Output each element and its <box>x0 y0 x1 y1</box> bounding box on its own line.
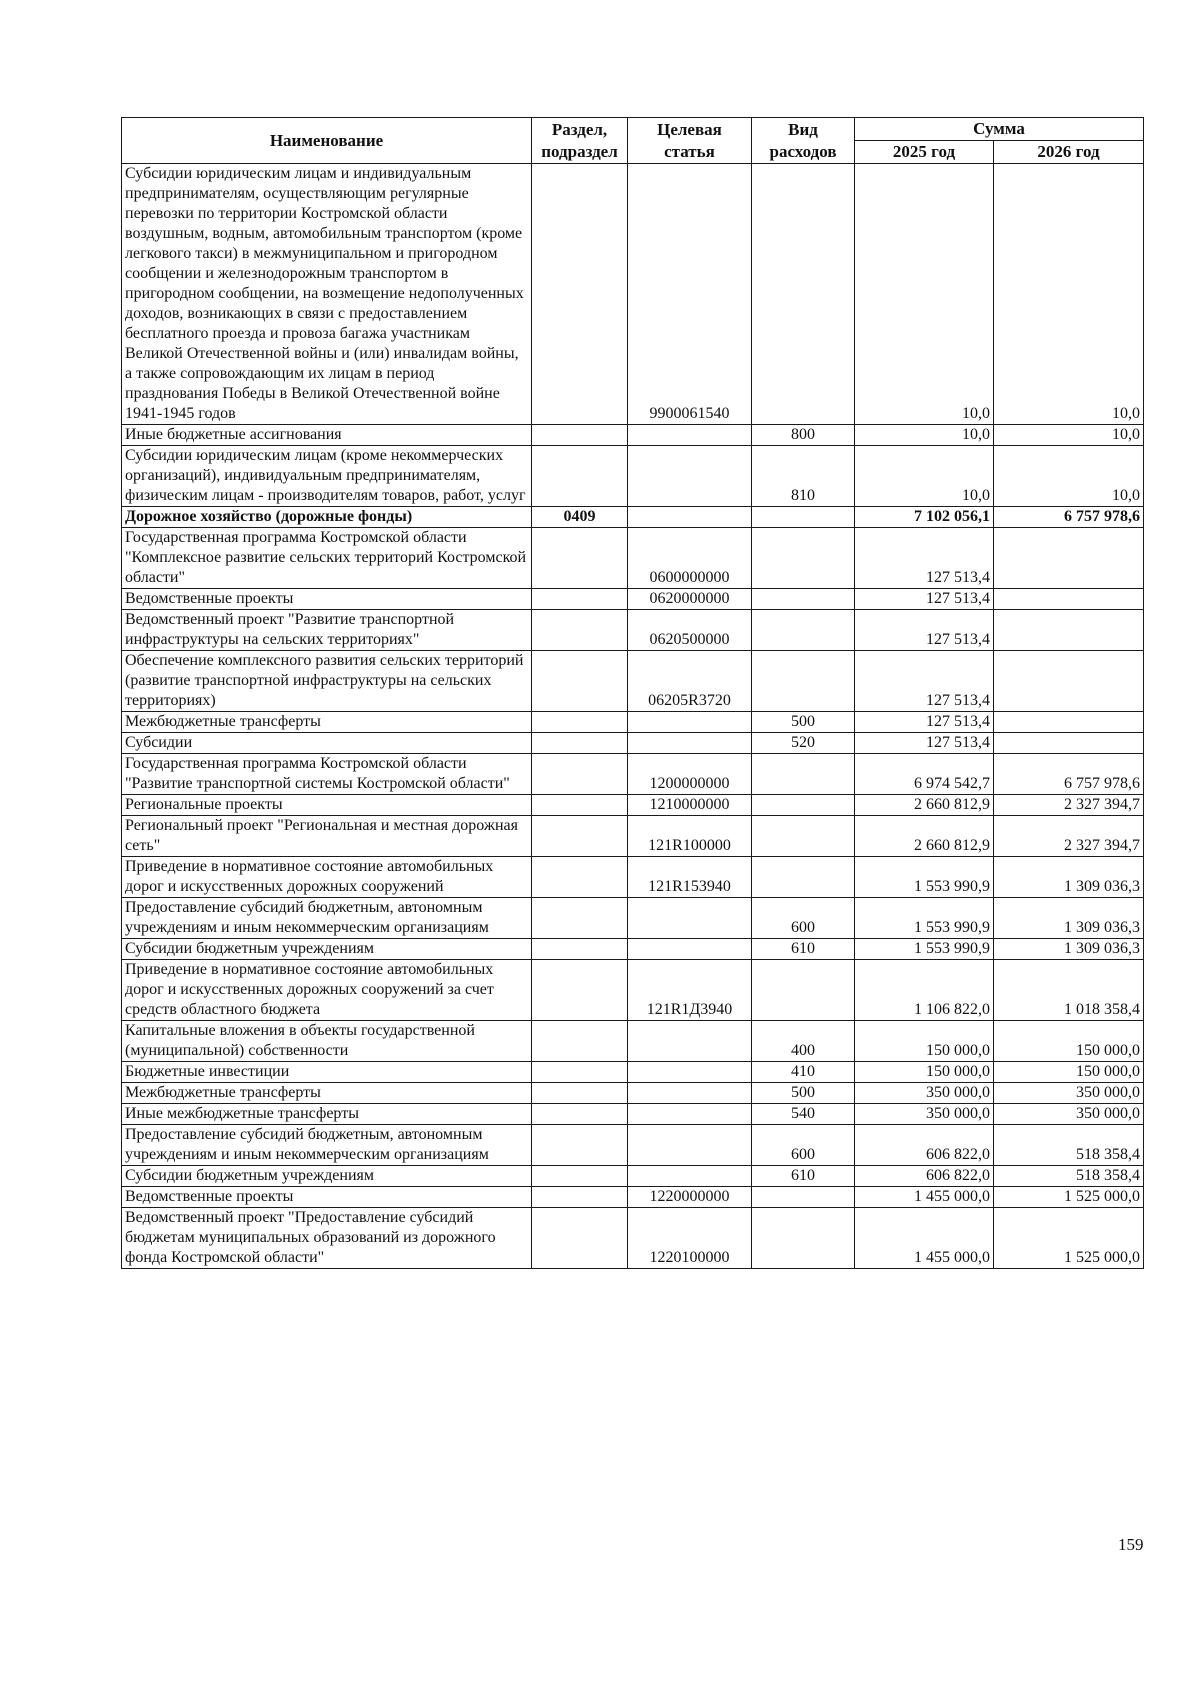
row-section <box>532 816 628 857</box>
row-sum-2025: 10,0 <box>855 425 994 446</box>
row-name: Субсидии бюджетным учреждениям <box>122 1166 532 1187</box>
row-sum-2026 <box>994 651 1144 712</box>
table-row <box>122 425 1144 446</box>
row-type <box>752 528 855 589</box>
row-sum-2025: 606 822,0 <box>855 1166 994 1187</box>
row-name: Капитальные вложения в объекты государственной (муниципальной) собственности <box>122 1021 532 1062</box>
row-section <box>532 1166 628 1187</box>
row-name: Ведомственные проекты <box>122 589 532 610</box>
row-name: Обеспечение комплексного развития сельских территорий (развитие транспортной инфраструктуры на сельских территориях) <box>122 651 532 712</box>
row-sum-2026: 350 000,0 <box>994 1083 1144 1104</box>
table-row <box>122 164 1144 425</box>
row-section <box>532 712 628 733</box>
table-row <box>122 1187 1144 1208</box>
row-name: Ведомственный проект "Развитие транспортной инфраструктуры на сельских территориях" <box>122 610 532 651</box>
row-section <box>532 446 628 507</box>
row-sum-2025: 1 553 990,9 <box>855 857 994 898</box>
row-type <box>752 1208 855 1269</box>
row-name: Приведение в нормативное состояние автомобильных дорог и искусственных дорожных сооружений за счет средств областного бюджета <box>122 960 532 1021</box>
row-target: 121R1Д3940 <box>628 960 752 1021</box>
row-sum-2026: 10,0 <box>994 164 1144 425</box>
row-sum-2026: 518 358,4 <box>994 1166 1144 1187</box>
row-section <box>532 425 628 446</box>
table-row <box>122 795 1144 816</box>
table-row <box>122 1208 1144 1269</box>
row-name: Дорожное хозяйство (дорожные фонды) <box>122 507 532 528</box>
row-name: Субсидии юридическим лицам и индивидуальным предпринимателям, осуществляющим регулярные перевозки по территории Костромской области воздушным, водным, автомобильным транспортом (кроме легкового такси) в межмуниципальном и пригородном сообщении и железнодорожным транспортом в пригородном сообщении, на возмещение недополученных доходов, возникающих в связи с предоставлением бесплатного проезда и провоза багажа участникам Великой Отечественной войны и (или) инвалидам войны, а также сопровождающим их лицам в период празднования Победы в Великой Отечественной войне 1941-1945 годов <box>122 164 532 425</box>
row-type: 520 <box>752 733 855 754</box>
header-type: Вид расходов <box>752 118 855 164</box>
row-name: Региональный проект "Региональная и местная дорожная сеть" <box>122 816 532 857</box>
row-target <box>628 1062 752 1083</box>
row-name: Предоставление субсидий бюджетным, автономным учреждениям и иным некоммерческим организациям <box>122 1125 532 1166</box>
header-name: Наименование <box>122 118 532 164</box>
row-section <box>532 1187 628 1208</box>
row-target <box>628 898 752 939</box>
row-section <box>532 528 628 589</box>
row-type: 400 <box>752 1021 855 1062</box>
row-type: 610 <box>752 939 855 960</box>
table-row <box>122 754 1144 795</box>
row-target <box>628 1166 752 1187</box>
row-sum-2026: 1 309 036,3 <box>994 857 1144 898</box>
header-sum: Сумма <box>855 118 1144 141</box>
row-section <box>532 960 628 1021</box>
row-sum-2025: 127 513,4 <box>855 651 994 712</box>
row-sum-2026: 6 757 978,6 <box>994 754 1144 795</box>
row-section: 0409 <box>532 507 628 528</box>
row-sum-2026 <box>994 589 1144 610</box>
row-sum-2025: 150 000,0 <box>855 1021 994 1062</box>
row-target <box>628 1125 752 1166</box>
row-sum-2025: 150 000,0 <box>855 1062 994 1083</box>
table-body <box>122 164 1144 1269</box>
row-sum-2026: 1 525 000,0 <box>994 1187 1144 1208</box>
row-section <box>532 1208 628 1269</box>
row-name: Региональные проекты <box>122 795 532 816</box>
table-row <box>122 1021 1144 1062</box>
row-type <box>752 610 855 651</box>
row-section <box>532 1021 628 1062</box>
table-row <box>122 507 1144 528</box>
row-sum-2025: 1 553 990,9 <box>855 898 994 939</box>
row-target <box>628 712 752 733</box>
row-sum-2026: 2 327 394,7 <box>994 816 1144 857</box>
row-section <box>532 1083 628 1104</box>
table-row <box>122 528 1144 589</box>
row-sum-2026: 150 000,0 <box>994 1062 1144 1083</box>
row-sum-2026: 1 309 036,3 <box>994 939 1144 960</box>
row-type: 600 <box>752 898 855 939</box>
row-sum-2025: 2 660 812,9 <box>855 816 994 857</box>
row-target: 121R100000 <box>628 816 752 857</box>
header-target: Целевая статья <box>628 118 752 164</box>
row-target <box>628 1083 752 1104</box>
budget-table-container <box>121 117 1143 1269</box>
row-sum-2025: 10,0 <box>855 164 994 425</box>
row-target: 1200000000 <box>628 754 752 795</box>
row-sum-2026: 6 757 978,6 <box>994 507 1144 528</box>
row-name: Ведомственный проект "Предоставление субсидий бюджетам муниципальных образований из дорожного фонда Костромской области" <box>122 1208 532 1269</box>
table-row <box>122 960 1144 1021</box>
row-name: Межбюджетные трансферты <box>122 712 532 733</box>
row-target: 0620000000 <box>628 589 752 610</box>
row-section <box>532 754 628 795</box>
row-target <box>628 507 752 528</box>
row-name: Субсидии бюджетным учреждениям <box>122 939 532 960</box>
row-sum-2026 <box>994 610 1144 651</box>
table-row <box>122 446 1144 507</box>
row-sum-2026 <box>994 712 1144 733</box>
row-target <box>628 1021 752 1062</box>
row-name: Иные межбюджетные трансферты <box>122 1104 532 1125</box>
row-sum-2026: 1 309 036,3 <box>994 898 1144 939</box>
row-sum-2025: 127 513,4 <box>855 610 994 651</box>
row-type <box>752 1187 855 1208</box>
row-sum-2025: 1 455 000,0 <box>855 1208 994 1269</box>
row-section <box>532 589 628 610</box>
row-name: Государственная программа Костромской области "Комплексное развитие сельских территорий Костромской области" <box>122 528 532 589</box>
row-sum-2025: 350 000,0 <box>855 1104 994 1125</box>
row-type <box>752 960 855 1021</box>
row-name: Субсидии юридическим лицам (кроме некоммерческих организаций), индивидуальным предпринимателям, физическим лицам - производителям товаров, работ, услуг <box>122 446 532 507</box>
row-sum-2026: 1 018 358,4 <box>994 960 1144 1021</box>
row-sum-2026: 518 358,4 <box>994 1125 1144 1166</box>
row-name: Ведомственные проекты <box>122 1187 532 1208</box>
row-section <box>532 733 628 754</box>
table-row <box>122 589 1144 610</box>
row-sum-2025: 606 822,0 <box>855 1125 994 1166</box>
row-target <box>628 1104 752 1125</box>
page-number: 159 <box>1118 1535 1144 1554</box>
table-row <box>122 816 1144 857</box>
row-sum-2025: 127 513,4 <box>855 589 994 610</box>
row-type <box>752 816 855 857</box>
table-row <box>122 1104 1144 1125</box>
row-sum-2025: 6 974 542,7 <box>855 754 994 795</box>
row-section <box>532 1062 628 1083</box>
row-name: Субсидии <box>122 733 532 754</box>
row-type <box>752 651 855 712</box>
table-row <box>122 1166 1144 1187</box>
row-target: 0620500000 <box>628 610 752 651</box>
row-type: 410 <box>752 1062 855 1083</box>
header-year-2026: 2026 год <box>994 141 1144 164</box>
row-sum-2026: 1 525 000,0 <box>994 1208 1144 1269</box>
row-target <box>628 446 752 507</box>
row-sum-2025: 127 513,4 <box>855 733 994 754</box>
row-sum-2026: 2 327 394,7 <box>994 795 1144 816</box>
row-type <box>752 857 855 898</box>
row-type: 800 <box>752 425 855 446</box>
row-name: Предоставление субсидий бюджетным, автономным учреждениям и иным некоммерческим организациям <box>122 898 532 939</box>
row-name: Межбюджетные трансферты <box>122 1083 532 1104</box>
row-section <box>532 939 628 960</box>
row-section <box>532 610 628 651</box>
row-target: 121R153940 <box>628 857 752 898</box>
row-section <box>532 164 628 425</box>
row-sum-2026: 350 000,0 <box>994 1104 1144 1125</box>
table-row <box>122 651 1144 712</box>
row-type: 540 <box>752 1104 855 1125</box>
table-row <box>122 733 1144 754</box>
row-type: 500 <box>752 712 855 733</box>
row-name: Государственная программа Костромской области "Развитие транспортной системы Костромской области" <box>122 754 532 795</box>
table-row <box>122 939 1144 960</box>
row-target: 1220000000 <box>628 1187 752 1208</box>
row-sum-2025: 1 553 990,9 <box>855 939 994 960</box>
row-target <box>628 733 752 754</box>
row-sum-2026 <box>994 528 1144 589</box>
row-target: 1210000000 <box>628 795 752 816</box>
header-section: Раздел, подраздел <box>532 118 628 164</box>
row-target: 0600000000 <box>628 528 752 589</box>
row-target: 9900061540 <box>628 164 752 425</box>
header-year-2025: 2025 год <box>855 141 994 164</box>
row-sum-2025: 127 513,4 <box>855 712 994 733</box>
table-row <box>122 1125 1144 1166</box>
row-sum-2026: 10,0 <box>994 425 1144 446</box>
table-row <box>122 1083 1144 1104</box>
row-sum-2025: 1 455 000,0 <box>855 1187 994 1208</box>
row-target: 06205R3720 <box>628 651 752 712</box>
row-sum-2025: 1 106 822,0 <box>855 960 994 1021</box>
row-sum-2025: 127 513,4 <box>855 528 994 589</box>
row-sum-2025: 10,0 <box>855 446 994 507</box>
row-type <box>752 507 855 528</box>
row-section <box>532 1104 628 1125</box>
row-type <box>752 164 855 425</box>
table-row <box>122 712 1144 733</box>
row-name: Бюджетные инвестиции <box>122 1062 532 1083</box>
row-sum-2025: 2 660 812,9 <box>855 795 994 816</box>
row-sum-2026: 150 000,0 <box>994 1021 1144 1062</box>
row-sum-2025: 7 102 056,1 <box>855 507 994 528</box>
row-type <box>752 754 855 795</box>
row-target: 1220100000 <box>628 1208 752 1269</box>
row-type <box>752 795 855 816</box>
budget-table <box>121 117 1144 1269</box>
row-type: 810 <box>752 446 855 507</box>
table-row <box>122 1062 1144 1083</box>
row-sum-2025: 350 000,0 <box>855 1083 994 1104</box>
row-type: 500 <box>752 1083 855 1104</box>
row-type <box>752 589 855 610</box>
row-target <box>628 425 752 446</box>
row-section <box>532 898 628 939</box>
table-row <box>122 857 1144 898</box>
row-section <box>532 795 628 816</box>
row-section <box>532 857 628 898</box>
table-row <box>122 898 1144 939</box>
row-section <box>532 651 628 712</box>
row-target <box>628 939 752 960</box>
table-row <box>122 610 1144 651</box>
row-sum-2026: 10,0 <box>994 446 1144 507</box>
row-name: Приведение в нормативное состояние автомобильных дорог и искусственных дорожных сооружений <box>122 857 532 898</box>
row-type: 600 <box>752 1125 855 1166</box>
row-type: 610 <box>752 1166 855 1187</box>
row-section <box>532 1125 628 1166</box>
row-name: Иные бюджетные ассигнования <box>122 425 532 446</box>
row-sum-2026 <box>994 733 1144 754</box>
